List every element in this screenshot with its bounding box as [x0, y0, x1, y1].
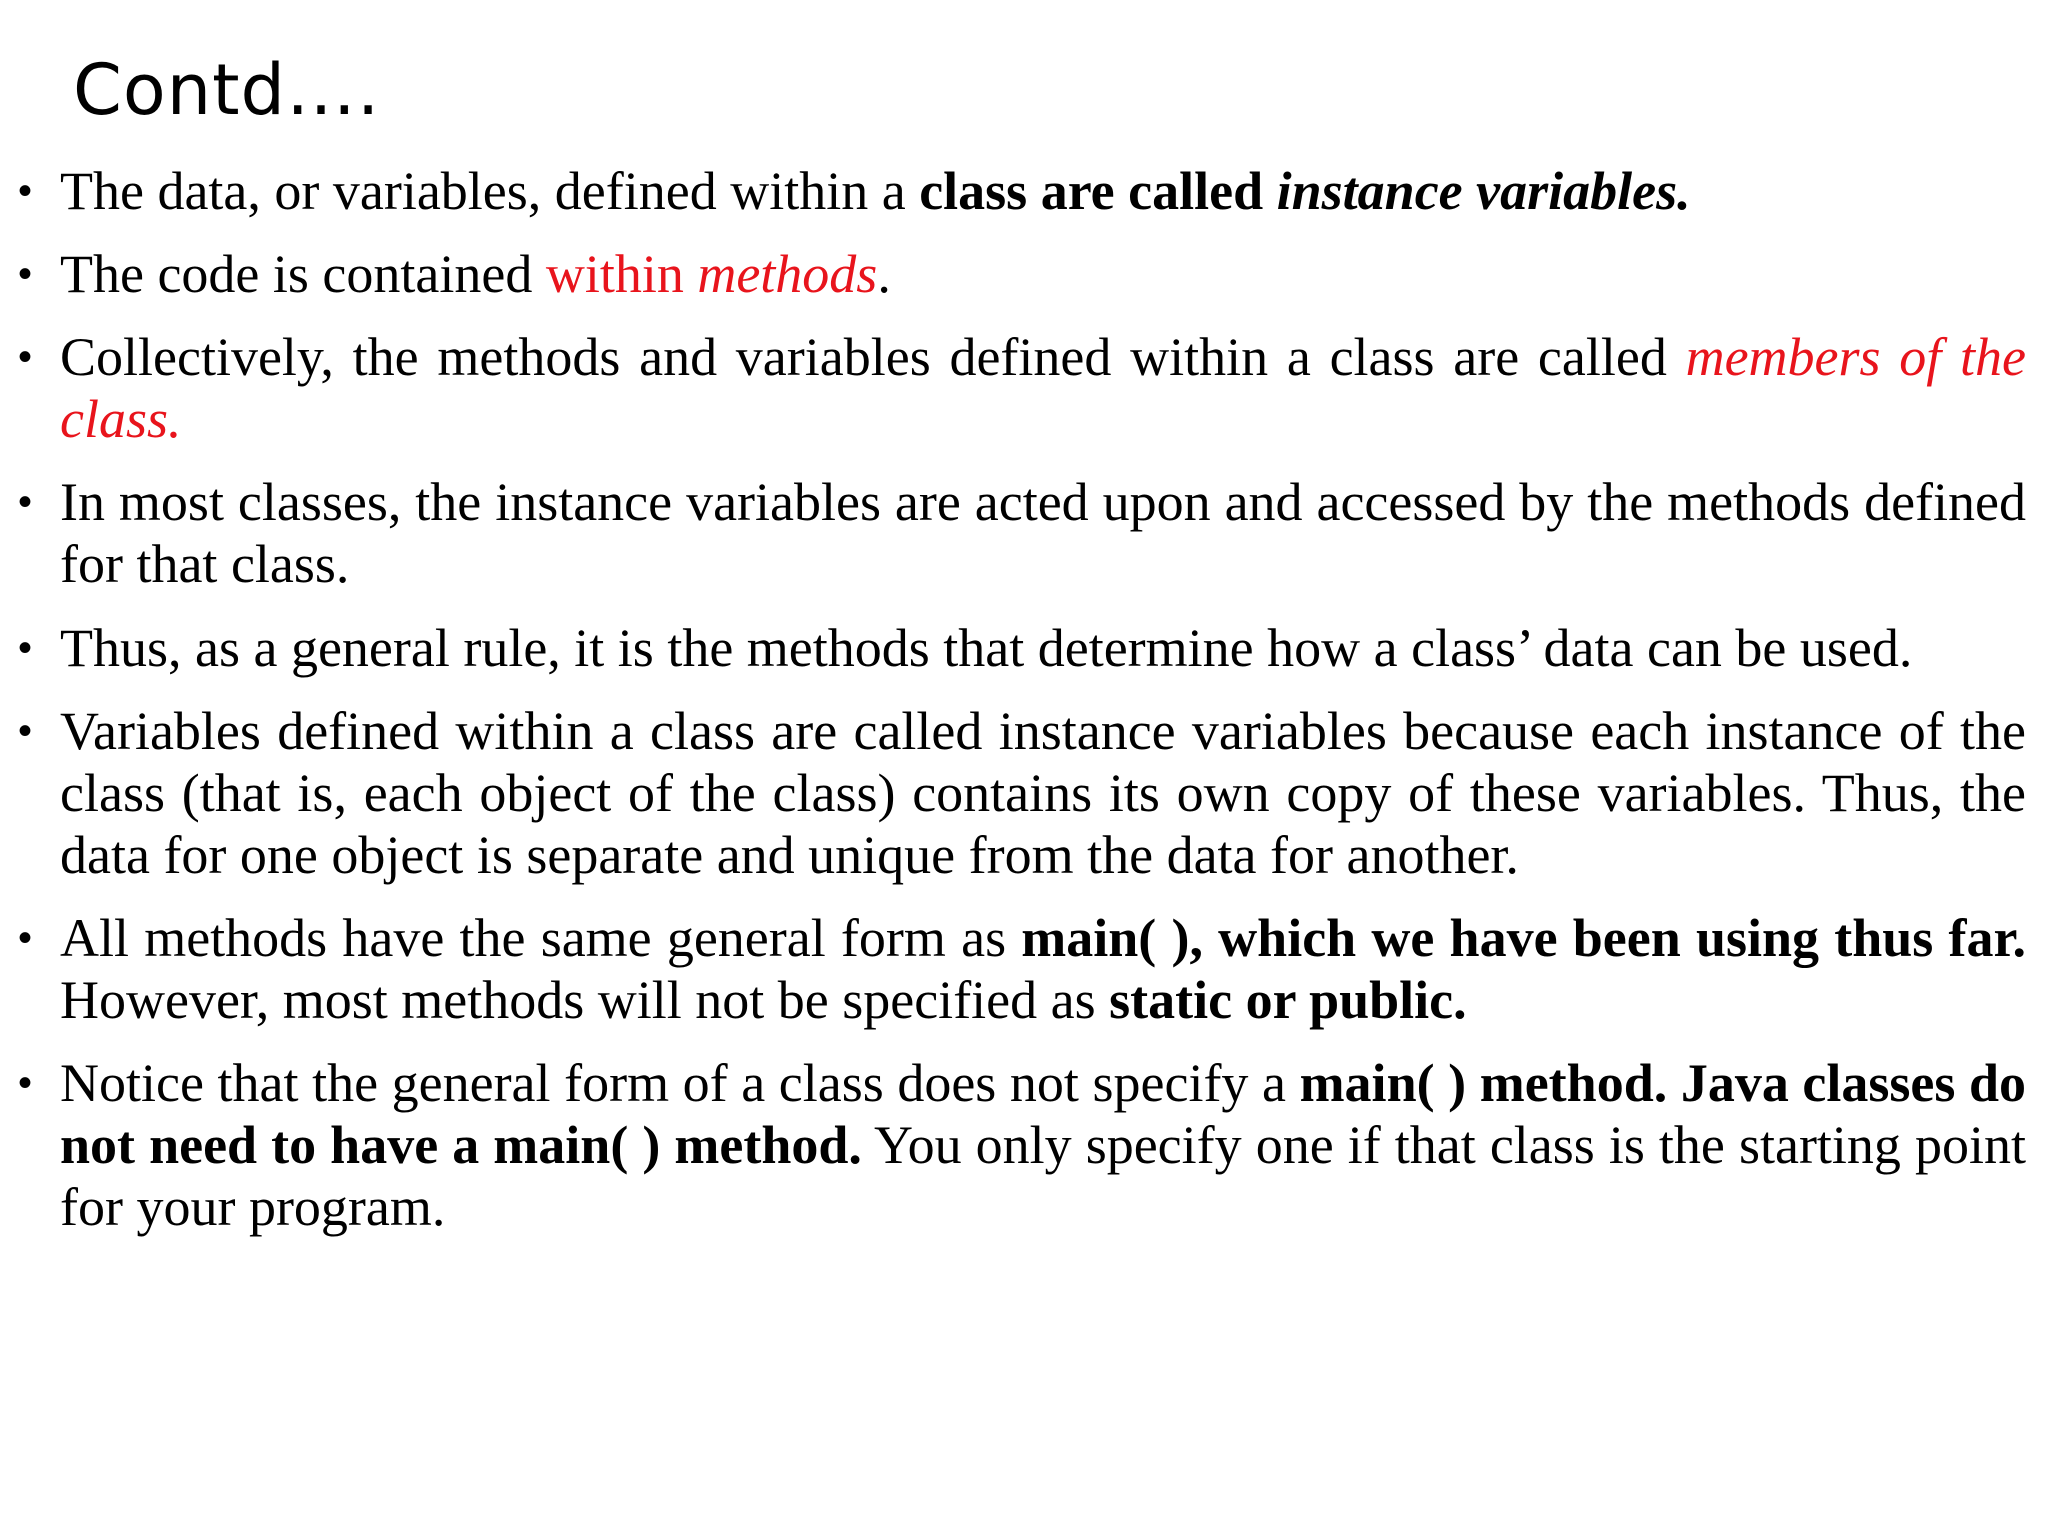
bullet-dot-icon: •: [18, 1061, 33, 1105]
bullet-item: [0, 907, 2048, 1031]
bullet-item: [0, 471, 2048, 595]
bullet-text: [60, 244, 891, 304]
bullet-dot-icon: •: [18, 916, 33, 960]
text-segment: members of the class.: [60, 327, 2027, 449]
text-segment: Notice that the general form of a class does not specify a: [60, 1053, 1300, 1113]
bullet-text: [60, 618, 1912, 678]
bullet-text: [60, 1053, 2026, 1237]
bullet-dot-icon: •: [18, 709, 33, 753]
bullet-dot-icon: •: [18, 169, 33, 213]
bullet-text: [60, 161, 1691, 221]
bullet-item: [0, 326, 2048, 450]
text-segment: The code is contained: [60, 244, 546, 304]
bullet-dot-icon: •: [18, 626, 33, 670]
text-segment: static or public.: [1109, 970, 1467, 1030]
bullet-dot-icon: •: [18, 335, 33, 379]
bullet-item: [0, 700, 2048, 886]
bullet-text: [60, 472, 2026, 594]
bullet-text: [60, 701, 2026, 885]
bullet-list: [0, 160, 2048, 1238]
text-segment: Thus, as a general rule, it is the methods that determine how a class’ data can be used.: [60, 618, 1913, 678]
text-segment: All methods have the same general form as: [60, 908, 1022, 968]
text-segment: instance variables.: [1276, 161, 1691, 221]
text-segment: Collectively, the methods and variables defined within a class are called: [60, 327, 1686, 387]
text-segment: main( ), which we have been using thus far.: [1021, 908, 2026, 968]
text-segment: Variables defined within a class are called instance variables because each instance of the class (that is, each object of the class) contains its own copy of these variables. Thus, the data for one object is separate and unique from the data for another.: [60, 701, 2026, 885]
text-segment: You only specify one if that class is the starting point for your program.: [60, 1115, 2026, 1237]
bullet-item: [0, 243, 2048, 305]
text-segment: In most classes, the instance variables are acted upon and accessed by the methods defined for that class.: [60, 472, 2026, 594]
bullet-dot-icon: •: [18, 252, 33, 296]
text-segment: methods: [697, 244, 878, 304]
bullet-text: [60, 908, 2026, 1030]
text-segment: main( ) method. Java classes do not need to have a main( ) method.: [60, 1053, 2026, 1175]
bullet-text: [60, 327, 2026, 449]
text-segment: within: [545, 244, 698, 304]
bullet-dot-icon: •: [18, 480, 33, 524]
bullet-item: [0, 160, 2048, 222]
text-segment: The data, or variables, defined within a: [60, 161, 920, 221]
slide-title: Contd….: [73, 49, 381, 131]
bullet-item: [0, 617, 2048, 679]
bullet-item: [0, 1052, 2048, 1238]
text-segment: However, most methods will not be specified as: [60, 970, 1110, 1030]
text-segment: .: [877, 244, 891, 304]
text-segment: class are called: [919, 161, 1277, 221]
